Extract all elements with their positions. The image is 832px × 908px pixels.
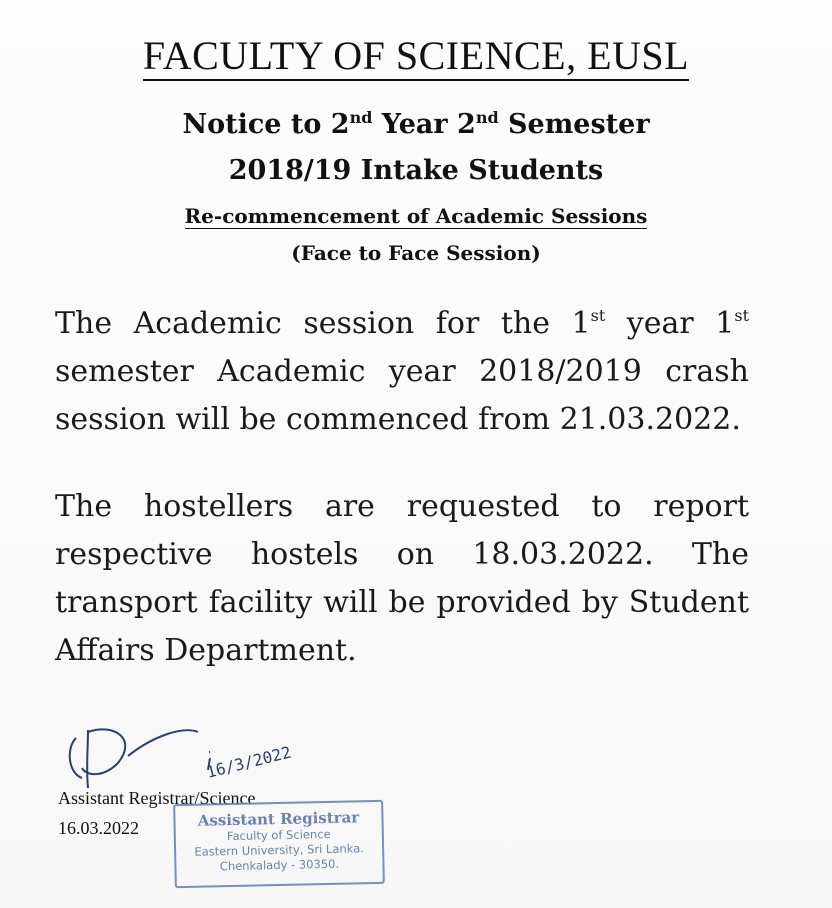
notice-heading-sup: nd bbox=[349, 108, 373, 127]
notice-heading-line2: 2018/19 Intake Students bbox=[228, 155, 604, 186]
notice-heading-sup: nd bbox=[475, 108, 499, 127]
official-stamp bbox=[173, 800, 385, 888]
paragraph-session-commencement bbox=[55, 292, 749, 444]
signature-date: 16.03.2022 bbox=[58, 818, 139, 838]
paragraph-text: The Academic session for the 1 bbox=[55, 306, 591, 341]
notice-heading-part: Notice to 2 bbox=[182, 109, 350, 140]
handwritten-signature bbox=[58, 718, 298, 798]
stamp-address: Chenkalady - 30350. bbox=[219, 856, 340, 874]
notice-heading-part: Semester bbox=[498, 109, 650, 140]
faculty-title-text: FACULTY OF SCIENCE, EUSL bbox=[143, 33, 689, 81]
handwritten-date: 16/3/2022 bbox=[204, 742, 294, 782]
stamp-faculty: Faculty of Science bbox=[226, 826, 331, 844]
paragraph-text: semester Academic year 2018/2019 crash session will be commenced from 21.03.2022. bbox=[55, 354, 749, 437]
stamp-university: Eastern University, Sri Lanka. bbox=[194, 841, 364, 859]
paragraph-text: year 1 bbox=[605, 306, 735, 341]
notice-heading-part: Year 2 bbox=[372, 109, 476, 140]
faculty-title bbox=[0, 32, 832, 79]
notice-subtitle-text: Re-commencement of Academic Sessions bbox=[184, 204, 648, 228]
notice-heading-line1 bbox=[0, 110, 832, 138]
paragraph-hostel-notice: The hostellers are requested to report respective hostels on 18.03.2022. The transport facility will be provided by Student Affairs Department. bbox=[55, 489, 749, 668]
signatory-role: Assistant Registrar/Science bbox=[58, 788, 256, 808]
stamp-title: Assistant Registrar bbox=[197, 808, 360, 830]
notice-subtitle bbox=[0, 204, 832, 228]
paragraph-sup: st bbox=[590, 306, 606, 325]
notice-subnote: (Face to Face Session) bbox=[291, 241, 541, 265]
paragraph-sup: st bbox=[734, 306, 749, 325]
